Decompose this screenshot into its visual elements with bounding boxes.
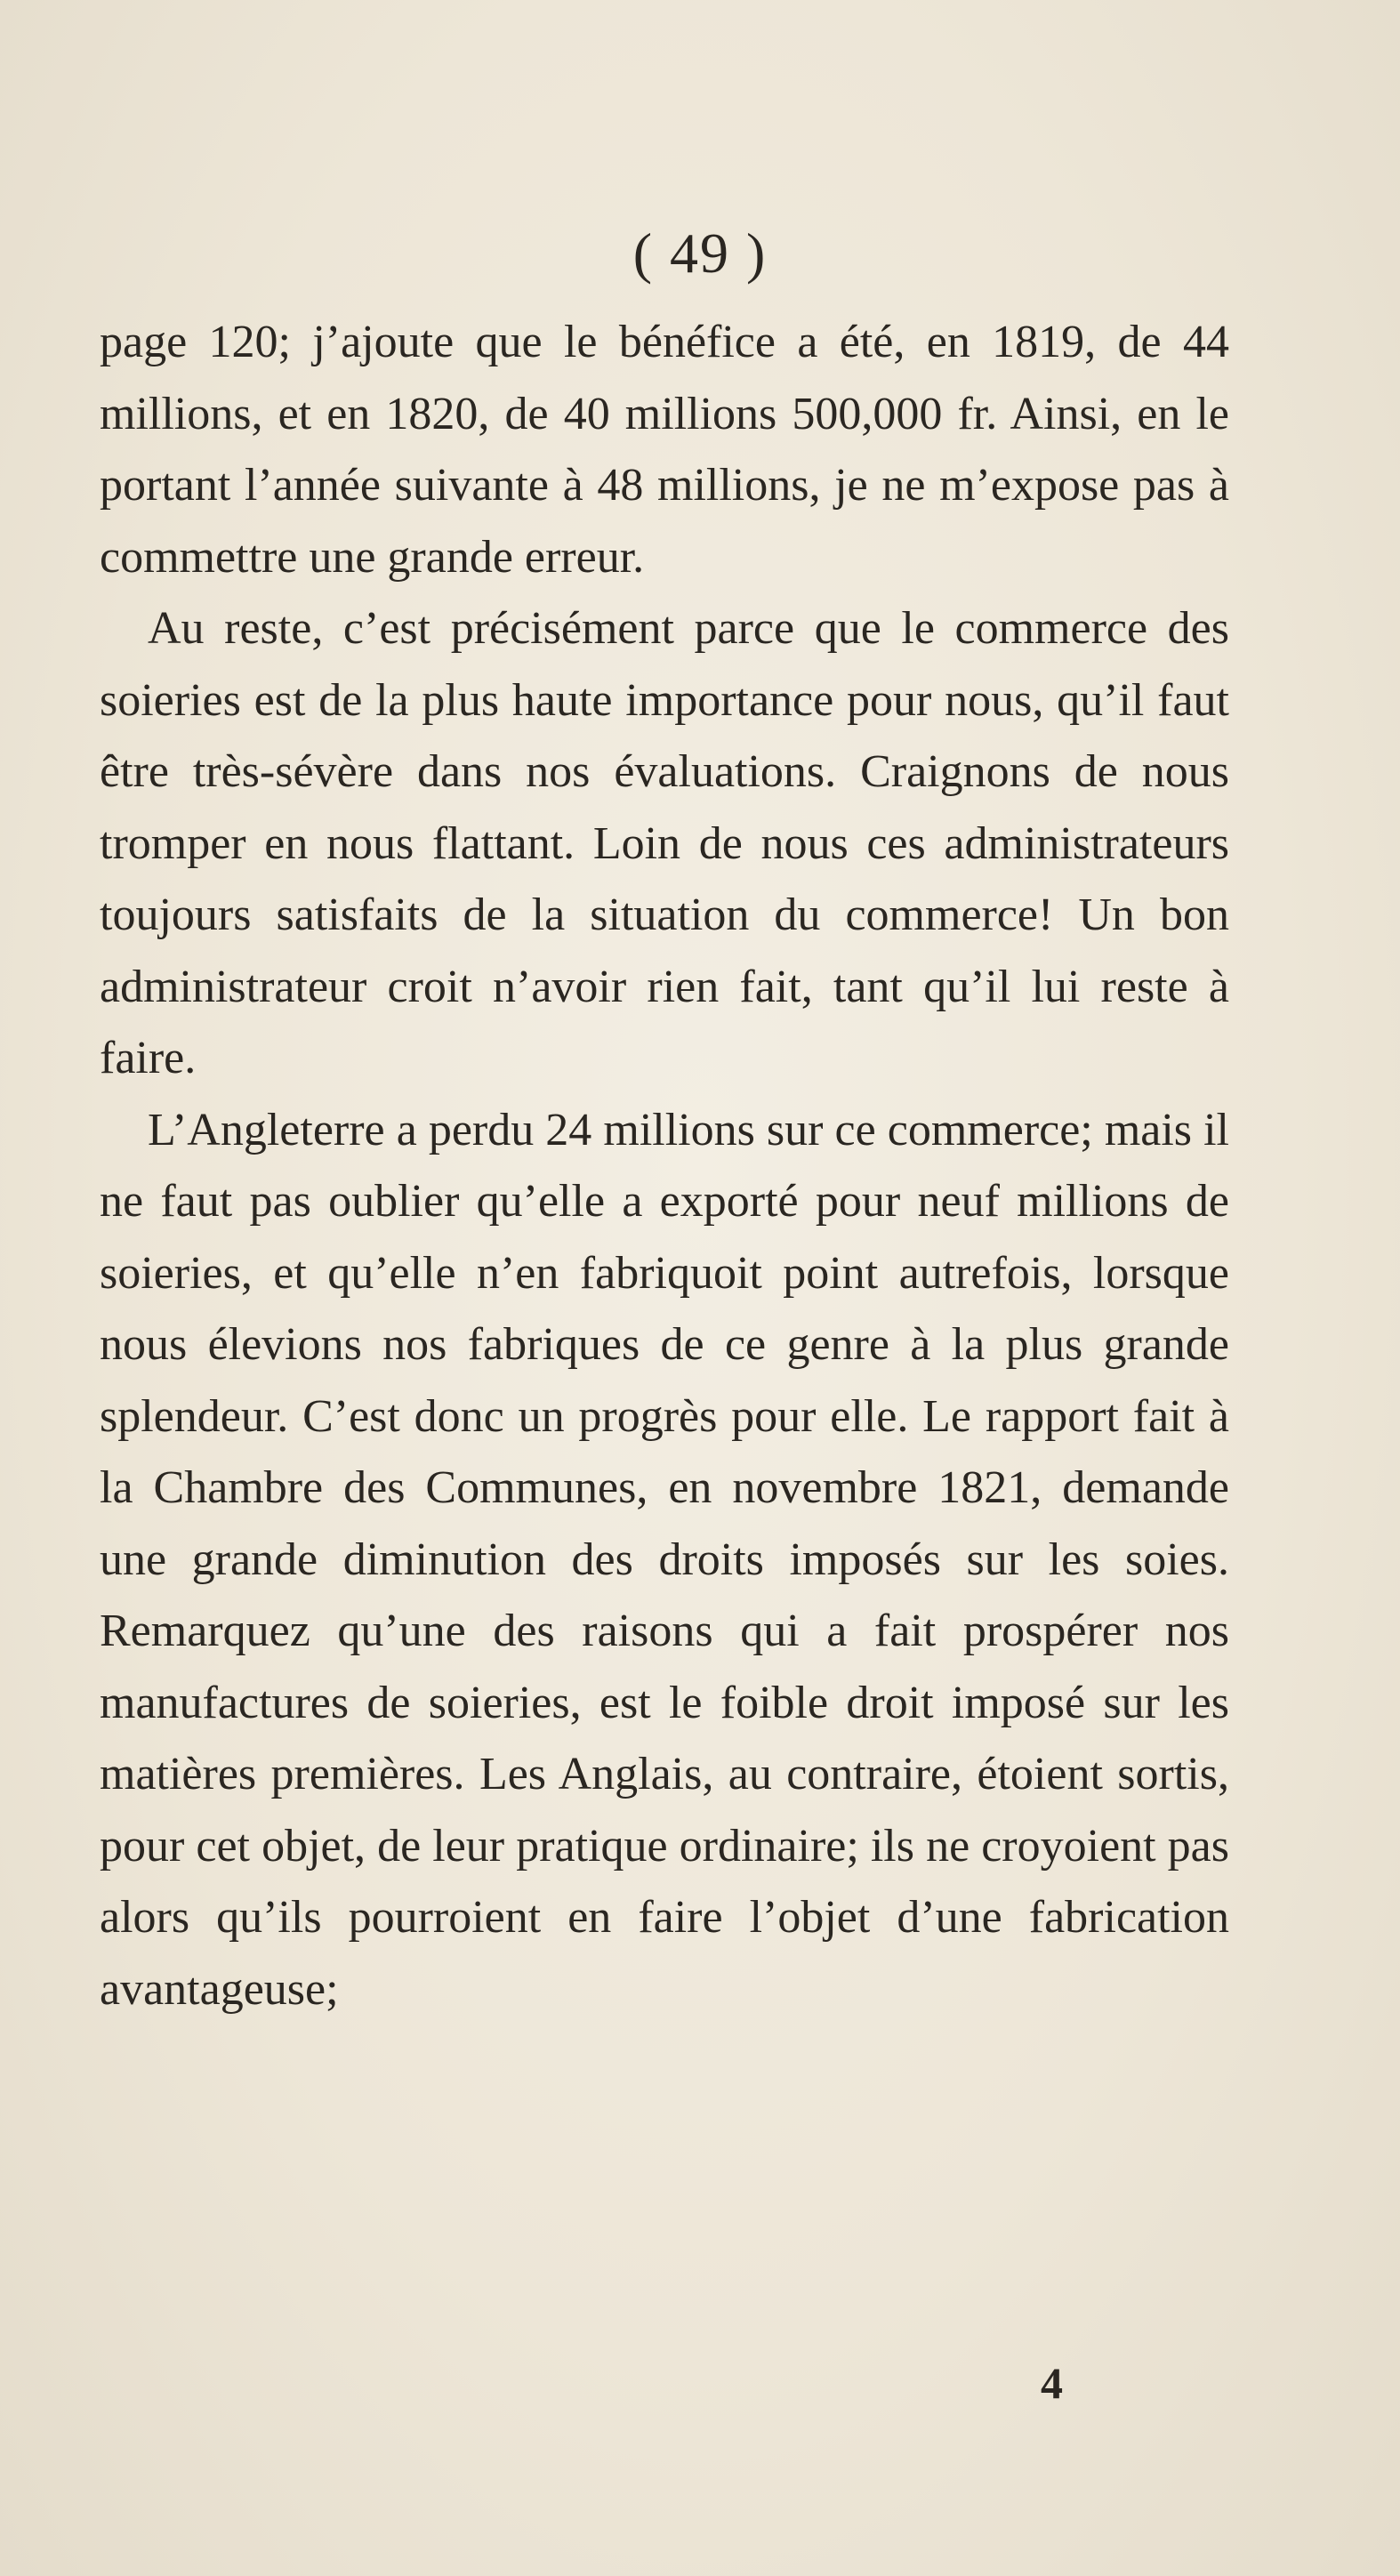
page-number: ( 49 ) (632, 221, 768, 285)
paragraph-1: page 120; j’ajoute que le bénéfice a été, en 1819, de 44 millions, et en 1820, de 40 millions 500,000 fr. Ainsi, en le portant l’année suivante à 48 millions, je ne m’expose pas à commettre une grande erreur. (100, 317, 1229, 583)
signature-mark: 4 (1041, 2358, 1063, 2408)
body-text (100, 307, 1229, 2025)
paragraph-3: L’Angleterre a perdu 24 millions sur ce commerce; mais il ne faut pas oublier qu’elle a exporté pour neuf millions de soieries, et qu’elle n’en fabriquoit point autrefois, lorsque nous élevions nos fabriques de ce genre à la plus grande splendeur. C’est donc un progrès pour elle. Le rapport fait à la Chambre des Communes, en novembre 1821, demande une grande diminution des droits imposés sur les soies. Remarquez qu’une des raisons qui a fait prospérer nos manufactures de soieries, est le foible droit imposé sur les matières premières. Les Anglais, au contraire, étoient sortis, pour cet objet, de leur pratique ordinaire; ils ne croyoient pas alors qu’ils pourroient en faire l’objet d’une fabrication avantageuse; (100, 1104, 1229, 2015)
paragraph-2: Au reste, c’est précisément parce que le commerce des soieries est de la plus haute importance pour nous, qu’il faut être très-sévère dans nos évaluations. Craignons de nous tromper en nous flattant. Loin de nous ces administrateurs toujours satisfaits de la situation du commerce! Un bon administrateur croit n’avoir rien fait, tant qu’il lui reste à faire. (100, 603, 1229, 1083)
